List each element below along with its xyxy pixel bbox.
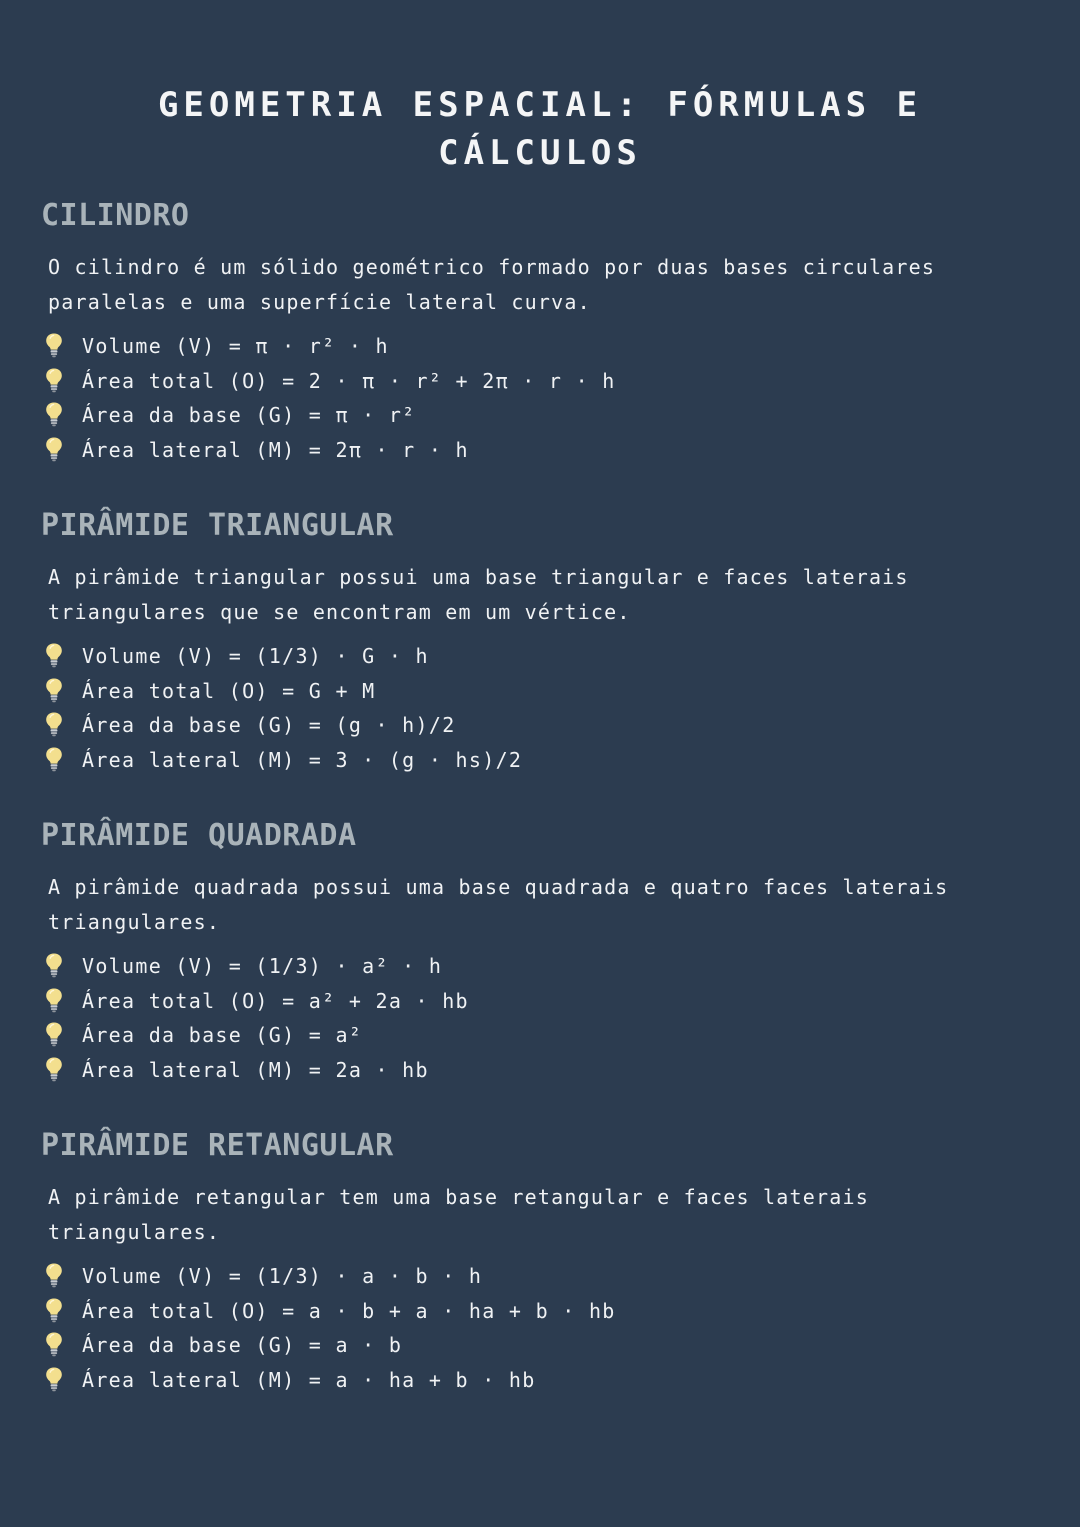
lightbulb-icon xyxy=(44,332,64,358)
formula-list xyxy=(0,641,1080,779)
formula-list xyxy=(0,1261,1080,1399)
formula-text: Área lateral (M) = a · ha + b · hb xyxy=(82,1367,536,1392)
lightbulb-icon xyxy=(44,436,64,462)
section-heading: PIRÂMIDE TRIANGULAR xyxy=(41,508,394,543)
lightbulb-icon xyxy=(44,677,64,703)
lightbulb-icon xyxy=(44,1056,64,1082)
section-description: A pirâmide triangular possui uma base triangular e faces laterais triangulares que se encontram em um vértice. xyxy=(48,565,909,624)
formula-text: Área da base (G) = π · r² xyxy=(82,403,416,428)
section-description: A pirâmide quadrada possui uma base quadrada e quatro faces laterais triangulares. xyxy=(48,875,949,934)
formula-item xyxy=(0,1261,1080,1296)
formula-text: Área total (O) = a² + 2a · hb xyxy=(82,988,469,1013)
formula-list xyxy=(0,331,1080,469)
lightbulb-icon xyxy=(44,987,64,1013)
formula-item xyxy=(0,986,1080,1021)
formula-text: Área da base (G) = a · b xyxy=(82,1333,403,1358)
lightbulb-icon xyxy=(44,367,64,393)
lightbulb-icon xyxy=(44,1262,64,1288)
page-title: GEOMETRIA ESPACIAL: FÓRMULAS E CÁLCULOS xyxy=(157,84,923,173)
formula-item xyxy=(0,1296,1080,1331)
formula-item xyxy=(0,331,1080,366)
formula-item xyxy=(0,1055,1080,1090)
lightbulb-icon xyxy=(44,952,64,978)
formula-item xyxy=(0,1330,1080,1365)
formula-item xyxy=(0,951,1080,986)
formula-text: Área lateral (M) = 2π · r · h xyxy=(82,437,469,462)
formula-text: Área da base (G) = a² xyxy=(82,1023,363,1048)
formula-text: Área total (O) = G + M xyxy=(82,678,376,703)
lightbulb-icon xyxy=(44,401,64,427)
lightbulb-icon xyxy=(44,642,64,668)
formula-item xyxy=(0,676,1080,711)
section-heading: PIRÂMIDE RETANGULAR xyxy=(41,1128,394,1163)
formula-list xyxy=(0,951,1080,1089)
formula-text: Volume (V) = (1/3) · G · h xyxy=(82,644,429,668)
formula-text: Área total (O) = 2 · π · r² + 2π · r · h xyxy=(82,368,616,393)
formula-text: Volume (V) = (1/3) · a² · h xyxy=(82,954,443,978)
formula-text: Área lateral (M) = 3 · (g · hs)/2 xyxy=(82,747,523,772)
formula-text: Área total (O) = a · b + a · ha + b · hb xyxy=(82,1298,616,1323)
lightbulb-icon xyxy=(44,746,64,772)
formula-item xyxy=(0,1365,1080,1400)
lightbulb-icon xyxy=(44,1297,64,1323)
formula-text: Área lateral (M) = 2a · hb xyxy=(82,1057,429,1082)
formula-text: Volume (V) = (1/3) · a · b · h xyxy=(82,1264,483,1288)
formula-item xyxy=(0,366,1080,401)
lightbulb-icon xyxy=(44,1366,64,1392)
formula-item xyxy=(0,710,1080,745)
formula-item xyxy=(0,745,1080,780)
formula-item xyxy=(0,1020,1080,1055)
section-description: O cilindro é um sólido geométrico formado por duas bases circulares paralelas e uma superfície lateral curva. xyxy=(48,255,936,314)
formula-text: Área da base (G) = (g · h)/2 xyxy=(82,713,456,738)
section-heading: PIRÂMIDE QUADRADA xyxy=(41,818,357,853)
lightbulb-icon xyxy=(44,1331,64,1357)
formula-item xyxy=(0,400,1080,435)
lightbulb-icon xyxy=(44,711,64,737)
formula-text: Volume (V) = π · r² · h xyxy=(82,334,389,358)
formula-item xyxy=(0,641,1080,676)
formula-item xyxy=(0,435,1080,470)
lightbulb-icon xyxy=(44,1021,64,1047)
section-heading: CILINDRO xyxy=(41,198,190,233)
section-description: A pirâmide retangular tem uma base retangular e faces laterais triangulares. xyxy=(48,1185,869,1244)
